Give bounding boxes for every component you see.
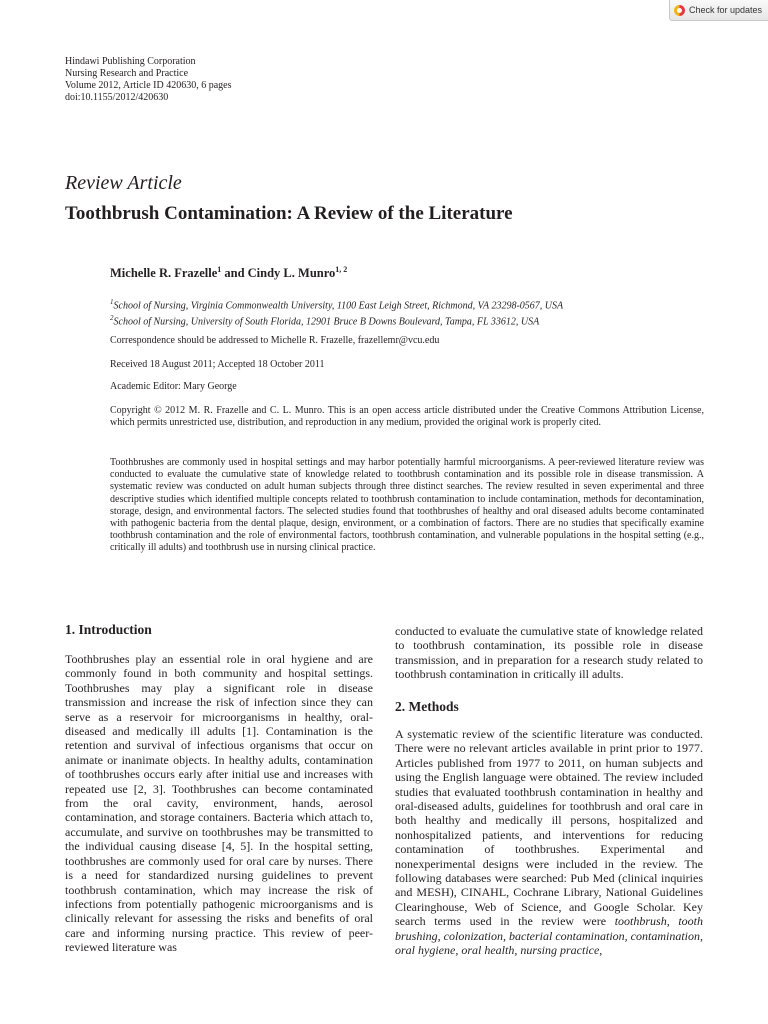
copyright-notice: Copyright © 2012 M. R. Frazelle and C. L. Munro. This is an open access article distributed under the Creative Commons Attribution License, which permits unrestricted use, distribution, and reproduction in any medium, provided the original work is properly cited. (110, 405, 704, 429)
methods-text (395, 727, 703, 958)
affiliation (110, 312, 563, 328)
author-list (110, 265, 347, 281)
page-title: Toothbrush Contamination: A Review of the Literature (65, 203, 513, 224)
affiliation-text: School of Nursing, Virginia Commonwealth University, 1100 East Leigh Street, Richmond, VA 23298-0567, USA (113, 300, 564, 312)
article-type: Review Article (65, 172, 182, 194)
author-name: Cindy L. Munro (247, 266, 336, 281)
publisher: Hindawi Publishing Corporation (65, 56, 196, 67)
abstract: Toothbrushes are commonly used in hospital settings and may harbor potentially harmful microorganisms. A peer-reviewed literature review was conducted to evaluate the cumulative state of knowledge related to toothbrush contamination and its possible role in disease transmission. A systematic review was conducted on adult human subjects through three distinct searches. The review resulted in seven experimental and three descriptive studies which identified multiple concepts related to toothbrush contamination to include contamination, methods for decontamination, storage, design, and environmental factors. The selected studies found that toothbrushes of healthy and oral diseased adults become contaminated with pathogenic bacteria from the dental plaque, design, environment, or a combination of factors. There are no studies that specifically examine toothbrush contamination and the role of environmental factors, toothbrush contamination, and vulnerable populations in the hospital setting (e.g., critically ill adults) and toothbrush use in nursing clinical practice. (110, 457, 704, 554)
author-conjunction: and (221, 266, 248, 281)
affiliation-marker: 1 (110, 298, 114, 306)
correspondence: Correspondence should be addressed to Michelle R. Frazelle, frazellemr@vcu.edu (110, 335, 440, 346)
affiliation-marker: 2 (110, 314, 114, 323)
affiliation-text: School of Nursing, University of South Florida, 12901 Bruce B Downs Boulevard, Tampa, FL 33612, USA (113, 316, 540, 328)
methods-body: A systematic review of the scientific literature was conducted. There were no relevant articles available in print prior to 1977. Articles published from 1977 to 2011, on human subjects and using the English language were obtained. The review included studies that evaluated toothbrush contamination in healthy and oral-diseased adults, guidelines for toothbrush and oral care in both healthy and medically ill persons, hospitalized and nonhospitalized patients, and interventions for reducing contamination of toothbrushes. Experimental and nonexperimental designs were included in the review. The following databases were searched: Pub Med (clinical inquiries and MESH), CINAHL, Cochrane Library, National Guidelines Clearinghouse, Web of Science, and Google Scholar. Key search terms used in the review were (395, 727, 703, 929)
search-terms: toothbrush, tooth brushing, colonization, bacterial contamination, contamination, oral hygiene, oral health, nursing practice, (395, 914, 703, 958)
author-affiliation-marker: 1, 2 (335, 265, 348, 274)
journal-info (65, 56, 231, 104)
academic-editor: Academic Editor: Mary George (110, 381, 237, 392)
author-name: Michelle R. Frazelle (110, 266, 218, 281)
journal-name: Nursing Research and Practice (65, 68, 189, 79)
introduction-text: Toothbrushes play an essential role in oral hygiene and are commonly found in both community and hospital settings. Toothbrushes may play a significant role in disease transmission and increase the risk of infection since they can serve as a reservoir for microorganisms in healthy, oral-diseased and medically ill adults [1]. Contamination is the retention and survival of infectious organisms that occur on animate or inanimate objects. In healthy adults, contamination of toothbrushes occurs early after initial use and increases with repeated use [2, 3]. Toothbrushes can become contaminated from the oral cavity, environment, hands, aerosol contamination, and storage containers. Bacteria which attach to, accumulate, and survive on toothbrushes may be transmitted to the individual causing disease [4, 5]. In the hospital setting, toothbrushes are commonly used for oral care by nurses. There is a need for standardized nursing guidelines to prevent toothbrush contamination, which may increase the risk of infections from potentially pathogenic microorganisms and is clinically relevant for assessing the risks and benefits of oral care and informing nursing practice. This review of peer-reviewed literature was (65, 652, 373, 955)
crossmark-icon (674, 5, 685, 16)
methods-heading: 2. Methods (395, 699, 459, 714)
check-for-updates-label: Check for updates (688, 5, 762, 15)
affiliations (110, 296, 563, 329)
volume-info: Volume 2012, Article ID 420630, 6 pages (65, 80, 232, 91)
author-affiliation-marker: 1 (217, 265, 222, 274)
received-dates: Received 18 August 2011; Accepted 18 October 2011 (110, 359, 325, 370)
introduction-heading: 1. Introduction (65, 622, 152, 637)
doi: doi:10.1155/2012/420630 (65, 92, 169, 103)
introduction-continuation: conducted to evaluate the cumulative state of knowledge related to toothbrush contamination, its possible role in disease transmission, and in preparation for a research study related to toothbrush contamination in critically ill adults. (395, 624, 703, 682)
affiliation (110, 296, 563, 312)
check-for-updates-button[interactable] (669, 0, 768, 21)
